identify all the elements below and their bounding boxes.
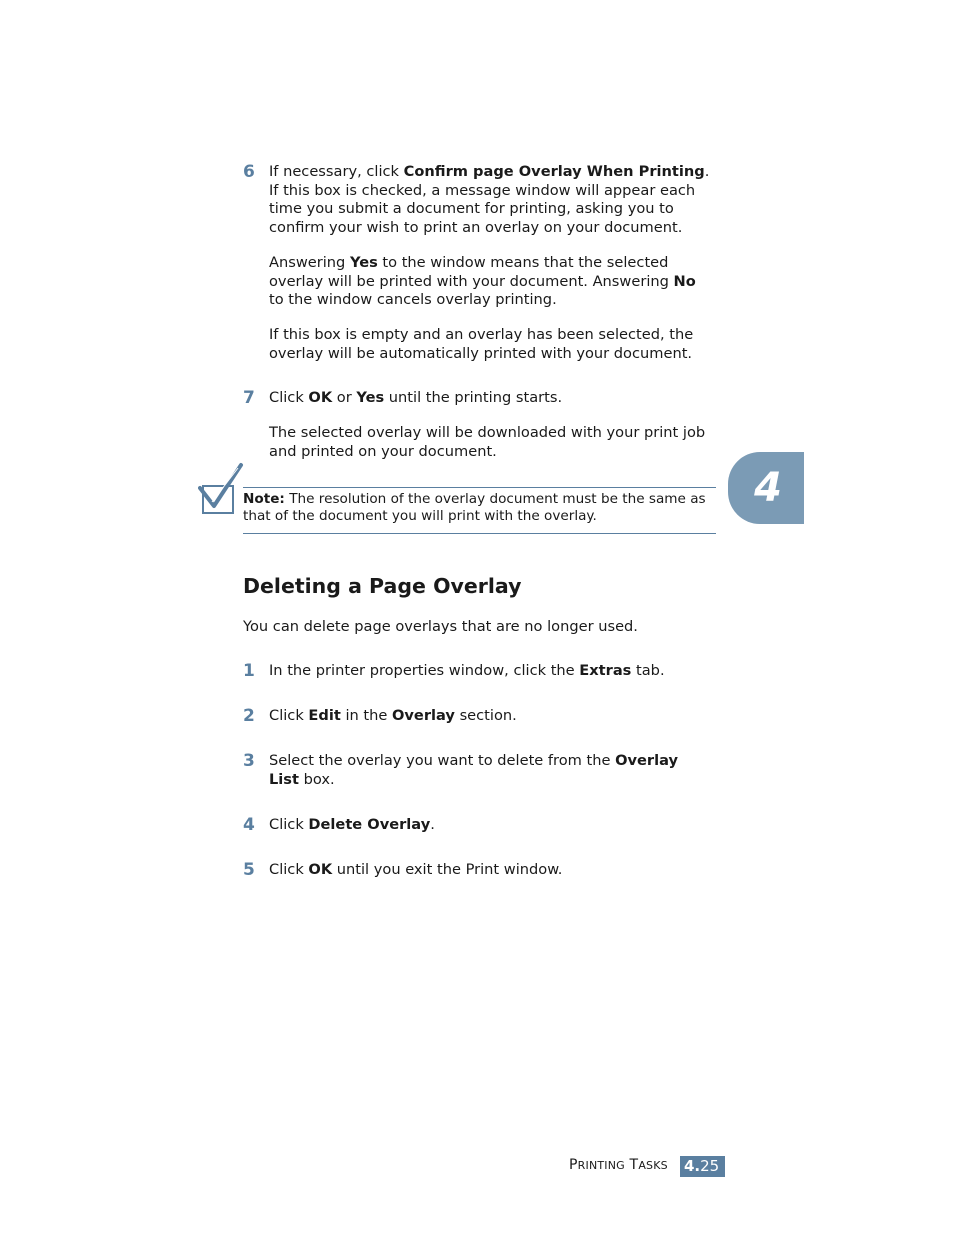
step-5-text: Click OK until you exit the Print window. [269, 861, 563, 878]
step-number-2: 2 [243, 706, 255, 726]
chapter-tab [728, 452, 804, 524]
footer-section-title: PRINTING TASKS [569, 1157, 668, 1173]
step-number-1: 1 [243, 661, 255, 681]
chapter-number: 4 [754, 465, 782, 511]
page-number-badge: 4.25 [680, 1156, 725, 1177]
section-heading: Deleting a Page Overlay [243, 574, 522, 598]
step-1-text: In the printer properties window, click the Extras tab. [269, 662, 665, 679]
step-number-4: 4 [243, 815, 255, 835]
step-number-5: 5 [243, 860, 255, 880]
note-text: Note: The resolution of the overlay document must be the same as that of the document you will print with the overlay. [243, 491, 706, 525]
step-7-paragraph-1: Click OK or Yes until the printing starts. [269, 389, 563, 406]
step-6-paragraph-1: If necessary, click Confirm page Overlay When Printing. If this box is checked, a message window will appear each time you submit a document for printing, asking you to confirm your wish to print an overlay on your document. [269, 163, 710, 237]
step-6-paragraph-2: Answering Yes to the window means that the selected overlay will be printed with your document. Answering No to the window cancels overlay printing. [269, 254, 696, 309]
step-number-7: 7 [243, 388, 255, 408]
step-6-paragraph-3: If this box is empty and an overlay has been selected, the overlay will be automatically printed with your document. [269, 326, 694, 362]
step-3-text: Select the overlay you want to delete from the Overlay List box. [269, 752, 679, 788]
note-label: Note: [243, 491, 285, 507]
step-2-text: Click Edit in the Overlay section. [269, 707, 517, 724]
checkmark-note-icon [198, 462, 244, 520]
step-number-6: 6 [243, 162, 255, 182]
step-4-text: Click Delete Overlay. [269, 816, 435, 833]
step-number-3: 3 [243, 751, 255, 771]
section-intro: You can delete page overlays that are no longer used. [243, 618, 638, 635]
step-7-paragraph-2: The selected overlay will be downloaded with your print job and printed on your document. [269, 424, 706, 460]
